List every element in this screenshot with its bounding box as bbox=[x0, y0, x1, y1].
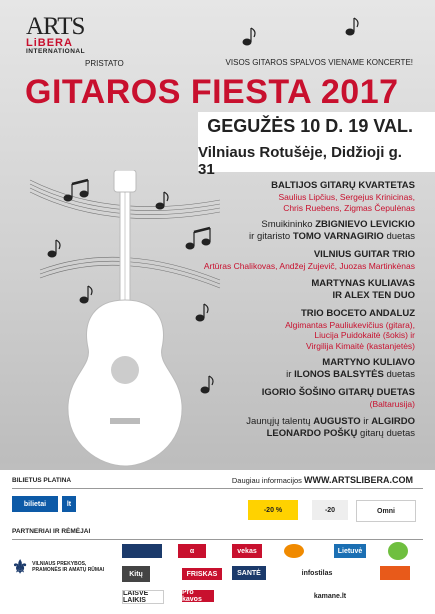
logo-arts: ARTS bbox=[26, 13, 85, 40]
act-members: Artūras Chalikovas, Andžej Zujevič, Juozas Martinkėnas bbox=[203, 261, 415, 271]
sponsor-name: SANTĖ bbox=[237, 569, 261, 577]
sponsor-logo bbox=[310, 590, 350, 602]
sponsor-logo bbox=[294, 566, 340, 580]
divider bbox=[12, 488, 423, 489]
sponsor-logo bbox=[334, 544, 366, 558]
sponsor-logo bbox=[232, 544, 262, 558]
act-name: ALGIRDO bbox=[371, 415, 415, 427]
note-icon bbox=[243, 28, 255, 45]
sponsor-logo bbox=[388, 542, 408, 560]
logo-libera: LiBERA bbox=[26, 37, 73, 49]
sponsor-name: Pro kavos bbox=[182, 590, 202, 602]
act-name: ZBIGNIEVO LEVICKIO bbox=[315, 219, 415, 230]
chamber-emblem-icon: ⚜ bbox=[12, 556, 29, 577]
act-suffix: gitarų duetas bbox=[357, 427, 415, 439]
sponsor-logo bbox=[182, 568, 222, 580]
pristato-label: PRISTATO bbox=[85, 59, 124, 68]
act-prefix: ir gitaristo bbox=[249, 231, 293, 242]
act-name: IR ALEX TEN DUO bbox=[332, 289, 415, 301]
act-6 bbox=[165, 357, 415, 381]
event-venue: Vilniaus Rotušėje, Didžioji g. 31 bbox=[198, 144, 402, 178]
act-name: VILNIUS GUITAR TRIO bbox=[313, 249, 415, 260]
sponsor-logo bbox=[232, 566, 266, 580]
bilietai-logo bbox=[12, 496, 58, 512]
discount-badge bbox=[248, 500, 298, 520]
act-suffix: duetas bbox=[383, 231, 415, 242]
info-label: Daugiau informacijos bbox=[231, 476, 302, 485]
sponsor-name: Kitų bbox=[129, 570, 143, 578]
sponsor-name: Lietuvė bbox=[337, 547, 363, 555]
act-name: LEONARDO POŠKŲ bbox=[266, 427, 358, 439]
act-3 bbox=[165, 249, 415, 272]
sponsor-name: vekas bbox=[237, 547, 257, 555]
act-members: Virgilija Kimaitė (kastanjetės) bbox=[306, 340, 415, 351]
act-members: Saulius Lipčius, Sergejus Krinicinas, bbox=[278, 192, 415, 202]
smile-icon bbox=[312, 500, 348, 520]
omni-label: Omni bbox=[377, 507, 395, 515]
sponsor-logo bbox=[284, 544, 304, 558]
act-prefix: ir bbox=[286, 369, 295, 380]
note-icon bbox=[346, 18, 358, 35]
omni-logo bbox=[356, 500, 416, 522]
slogan: VISOS GITAROS SPALVOS VIENAME KONCERTE! bbox=[225, 58, 413, 67]
chamber-logo bbox=[12, 550, 107, 584]
sponsor-logo bbox=[122, 566, 150, 582]
lt-icon: lt bbox=[62, 496, 76, 512]
act-1 bbox=[165, 180, 415, 213]
chamber-label: VILNIAUS PREKYBOS, PRAMONĖS IR AMATŲ RŪMAI bbox=[32, 561, 105, 573]
bilietai-label: bilietai bbox=[23, 500, 47, 508]
act-7 bbox=[165, 387, 415, 410]
act-name: MARTYNO KULIAVO bbox=[322, 357, 415, 368]
act-name: TOMO VARNAGIRIO bbox=[292, 231, 384, 242]
act-4 bbox=[165, 278, 415, 302]
sponsor-logo bbox=[122, 544, 162, 558]
sponsor-name: infostilas bbox=[301, 569, 333, 577]
act-conjunction: ir bbox=[360, 415, 372, 427]
discount-label: -20 % bbox=[263, 506, 283, 514]
sponsor-name: LAISVĖ LAIKIS bbox=[123, 590, 149, 604]
sponsor-logo bbox=[122, 590, 164, 604]
act-suffix: duetas bbox=[383, 369, 415, 380]
sponsor-name: FRISKAS bbox=[186, 570, 218, 578]
logo-international: INTERNATIONAL bbox=[26, 48, 86, 55]
act-name: AUGUSTO bbox=[313, 415, 361, 427]
arts-libera-logo bbox=[26, 14, 85, 56]
act-members: Algimantas Pauliukevičius (gitara), bbox=[285, 319, 415, 330]
footer bbox=[0, 470, 435, 614]
act-2 bbox=[165, 219, 415, 243]
act-members: (Baltarusija) bbox=[369, 399, 415, 409]
divider bbox=[12, 539, 423, 540]
act-name: ILONOS BALSYTĖS bbox=[294, 369, 384, 380]
event-title: GITAROS FIESTA 2017 bbox=[25, 73, 399, 111]
act-8 bbox=[165, 416, 415, 440]
act-name: TRIO BOCETO ANDALUZ bbox=[301, 307, 415, 319]
website-link[interactable]: WWW.ARTSLIBERA.COM bbox=[304, 475, 413, 485]
act-members: Chris Ruebens, Zigmas Čepulėnas bbox=[283, 202, 415, 213]
act-name: IGORIO ŠOŠINO GITARŲ DUETAS bbox=[261, 387, 415, 398]
act-name: BALTIJOS GITARŲ KVARTETAS bbox=[271, 180, 415, 191]
sponsor-logo bbox=[380, 566, 410, 580]
partners-label: PARTNERIAI IR RĖMĖJAI bbox=[12, 528, 91, 535]
act-members: Liucija Puidokaitė (šokis) ir bbox=[314, 330, 415, 340]
lineup bbox=[165, 180, 415, 440]
sponsor-logo: α bbox=[178, 544, 206, 558]
date-venue-box bbox=[198, 112, 435, 178]
act-name: MARTYNAS KULIAVAS bbox=[311, 277, 415, 289]
event-date: GEGUŽĖS 10 D. 19 VAL. bbox=[207, 116, 413, 136]
act-5 bbox=[165, 308, 415, 352]
tickets-label: BILIETUS PLATINA bbox=[12, 477, 72, 484]
info-line bbox=[232, 475, 413, 485]
act-prefix: Jaunųjų talentų bbox=[246, 415, 314, 427]
sponsor-name: kamane.lt bbox=[313, 592, 347, 600]
sponsor-logo bbox=[182, 590, 214, 602]
discount-label: -20 bbox=[324, 506, 336, 514]
act-prefix: Smuikininko bbox=[261, 219, 316, 230]
